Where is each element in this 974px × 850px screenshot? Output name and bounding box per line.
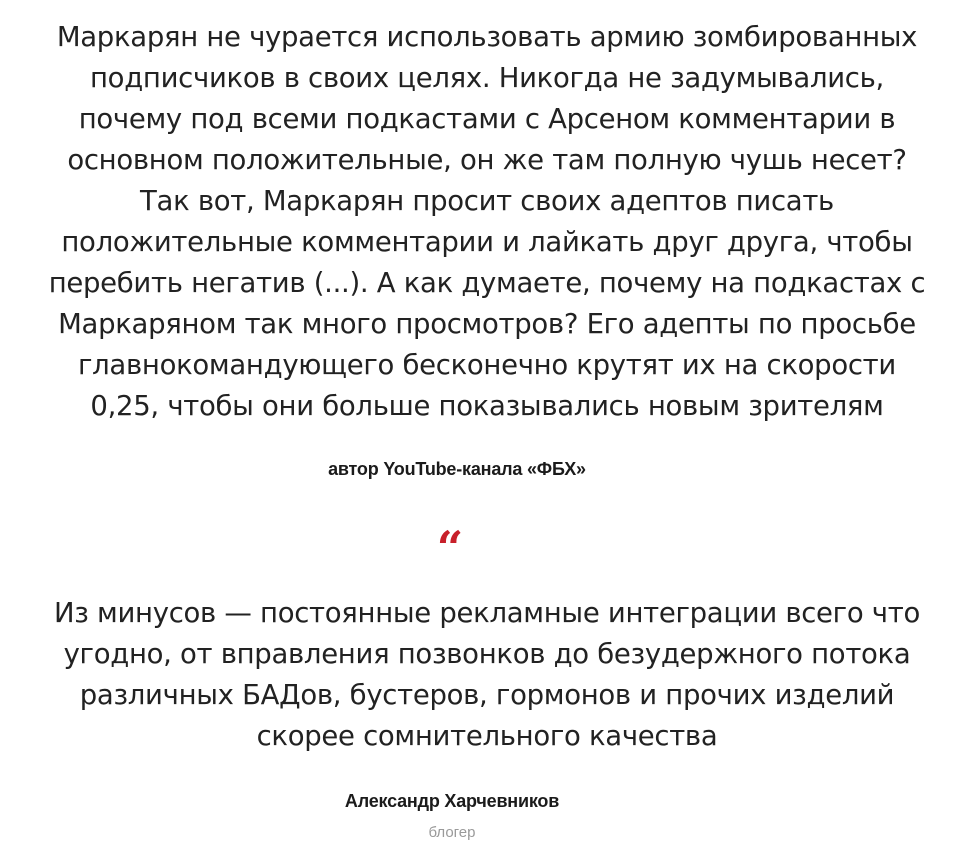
quote-line: угодно, от вправления позвонков до безудержного потока	[63, 638, 911, 670]
quote-2-author: Александр Харчевников	[344, 791, 560, 811]
quote-line: Маркаряном так много просмотров? Его адепты по просьбе	[58, 308, 916, 340]
quote-1-author: автор YouTube-канала «ФБХ»	[328, 459, 586, 479]
quote-line: Маркарян не чурается использовать армию зомбированных	[56, 21, 918, 53]
quote-mark-icon: “	[436, 521, 464, 575]
quote-line: основном положительные, он же там полную чушь несет?	[67, 144, 907, 176]
quote-line: положительные комментарии и лайкать друг друга, чтобы	[61, 226, 913, 258]
quote-line: подписчиков в своих целях. Никогда не задумывались,	[90, 62, 884, 94]
quote-line: главнокомандующего бесконечно крутят их на скорости	[78, 349, 896, 381]
quote-line: почему под всеми подкастами с Арсеном комментарии в	[78, 103, 896, 135]
quote-line: Из минусов — постоянные рекламные интеграции всего что	[53, 597, 920, 629]
quote-line: перебить негатив (...). А как думаете, почему на подкастах с	[48, 267, 926, 299]
quote-block-1	[0, 17, 974, 427]
quote-text-2	[37, 593, 937, 757]
quote-line: Так вот, Маркарян просит своих адептов писать	[140, 185, 834, 217]
quote-line: 0,25, чтобы они больше показывались новым зрителям	[90, 390, 884, 422]
quote-line: скорее сомнительного качества	[256, 720, 718, 752]
quote-block-2	[0, 593, 974, 757]
quote-2-author-role: блогер	[428, 824, 476, 841]
quote-line: различных БАДов, бустеров, гормонов и прочих изделий	[79, 679, 895, 711]
quote-text-1	[37, 17, 937, 427]
